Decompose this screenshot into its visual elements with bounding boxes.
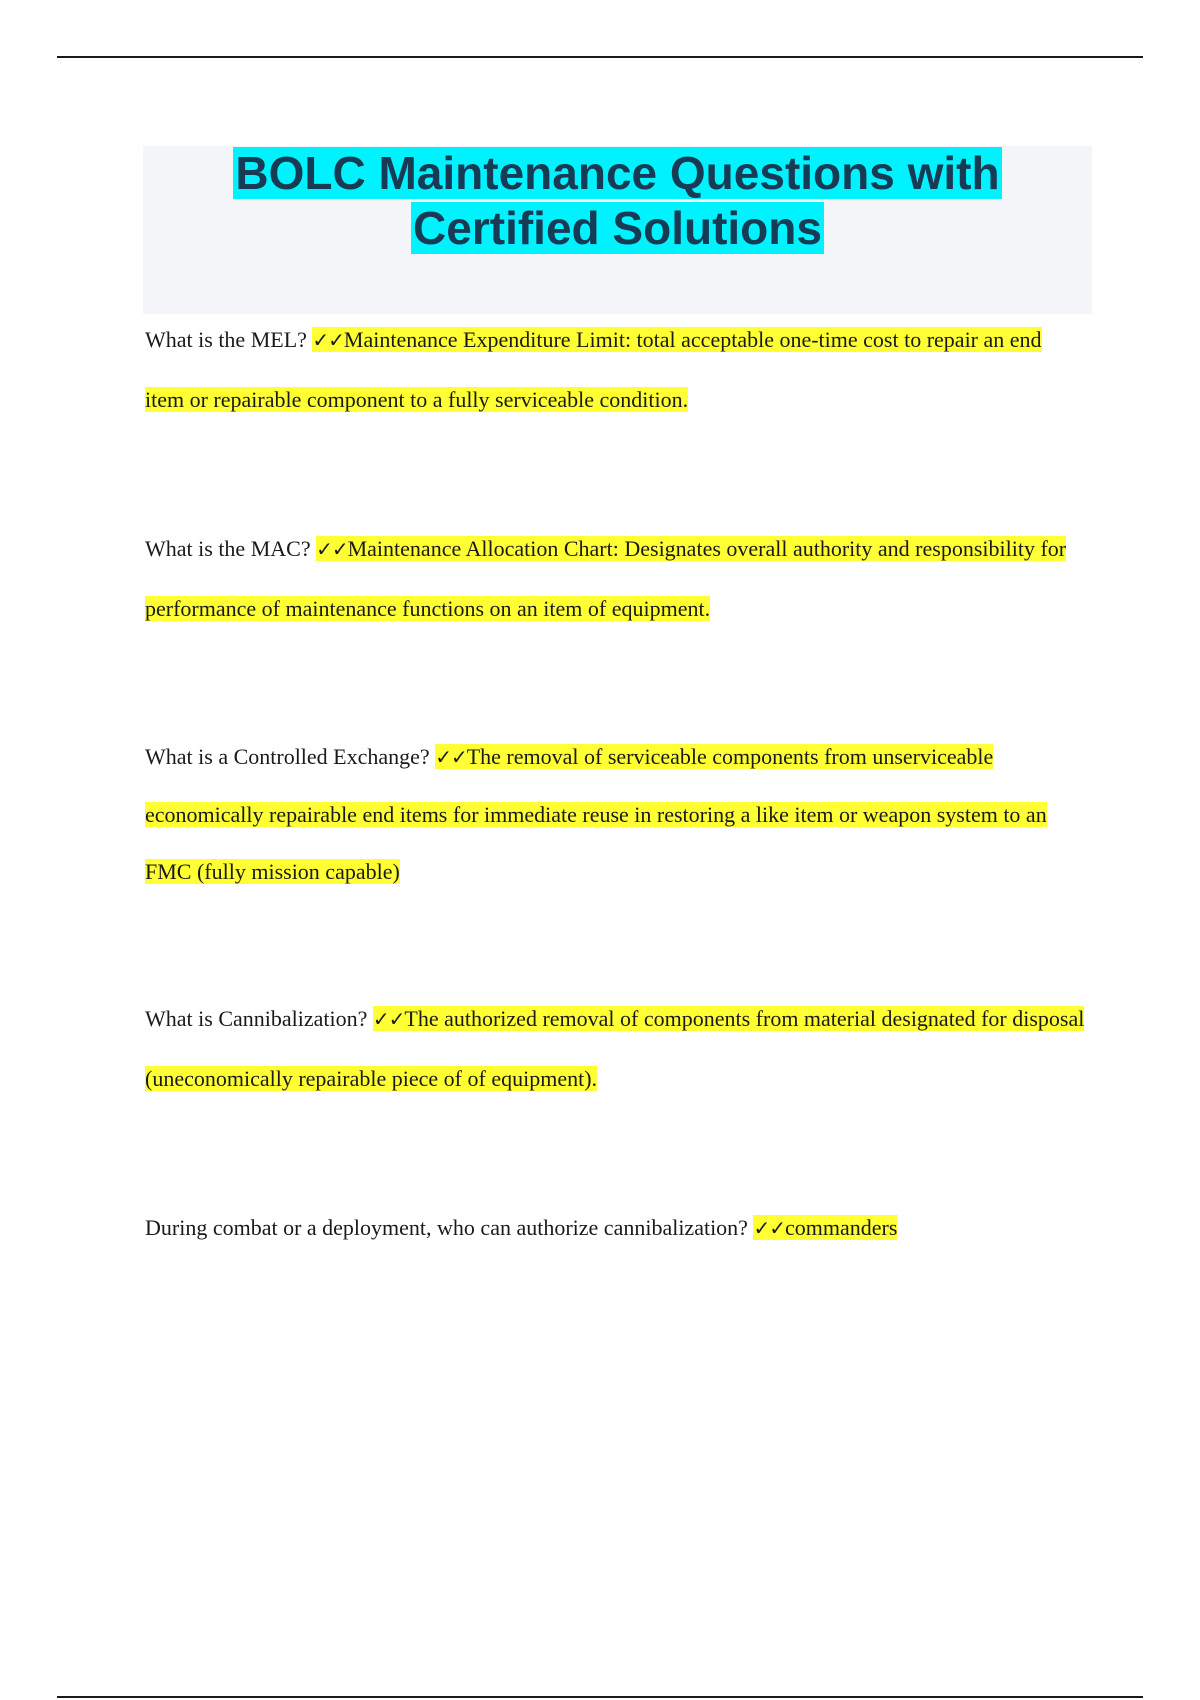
document-title: [143, 146, 1092, 256]
qa-item-authorize-cannibalization: [145, 1198, 1085, 1258]
top-rule: [57, 56, 1143, 58]
answer-text: The authorized removal of components from material designated for disposal (uneconomically repairable piece of of equipment).: [145, 1006, 1085, 1091]
answer-text: commanders: [784, 1215, 898, 1240]
double-check-icon: ✓✓: [312, 328, 344, 352]
question-text: What is the MEL?: [145, 327, 307, 352]
qa-list: [145, 310, 1085, 1258]
double-check-icon: ✓✓: [435, 745, 467, 769]
answer-text: The removal of serviceable components from unserviceable economically repairable end items for immediate reuse in restoring a like item or weapon system to an FMC (fully mission capable): [145, 744, 1047, 884]
double-check-icon: ✓✓: [316, 537, 348, 561]
question-text: During combat or a deployment, who can authorize cannibalization?: [145, 1215, 748, 1240]
answer-text: Maintenance Expenditure Limit: total acceptable one-time cost to repair an end item or repairable component to a fully serviceable condition.: [145, 327, 1042, 412]
title-line-1: BOLC Maintenance Questions with: [235, 147, 1000, 199]
double-check-icon: ✓✓: [372, 1007, 405, 1031]
answer-text: Maintenance Allocation Chart: Designates overall authority and responsibility for performance of maintenance functions on an item of equipment.: [145, 536, 1067, 621]
qa-item-controlled-exchange: [145, 728, 1085, 900]
title-block: [143, 146, 1092, 314]
qa-item-cannibalization: [145, 989, 1085, 1109]
answer-highlight: [753, 1215, 897, 1240]
double-check-icon: ✓✓: [753, 1216, 785, 1240]
question-text: What is the MAC?: [145, 536, 311, 561]
title-line-2: Certified Solutions: [413, 202, 822, 254]
question-text: What is Cannibalization?: [145, 1006, 368, 1031]
bottom-rule: [57, 1696, 1143, 1698]
qa-item-mac: [145, 519, 1085, 639]
question-text: What is a Controlled Exchange?: [145, 744, 430, 769]
qa-item-mel: [145, 310, 1085, 430]
